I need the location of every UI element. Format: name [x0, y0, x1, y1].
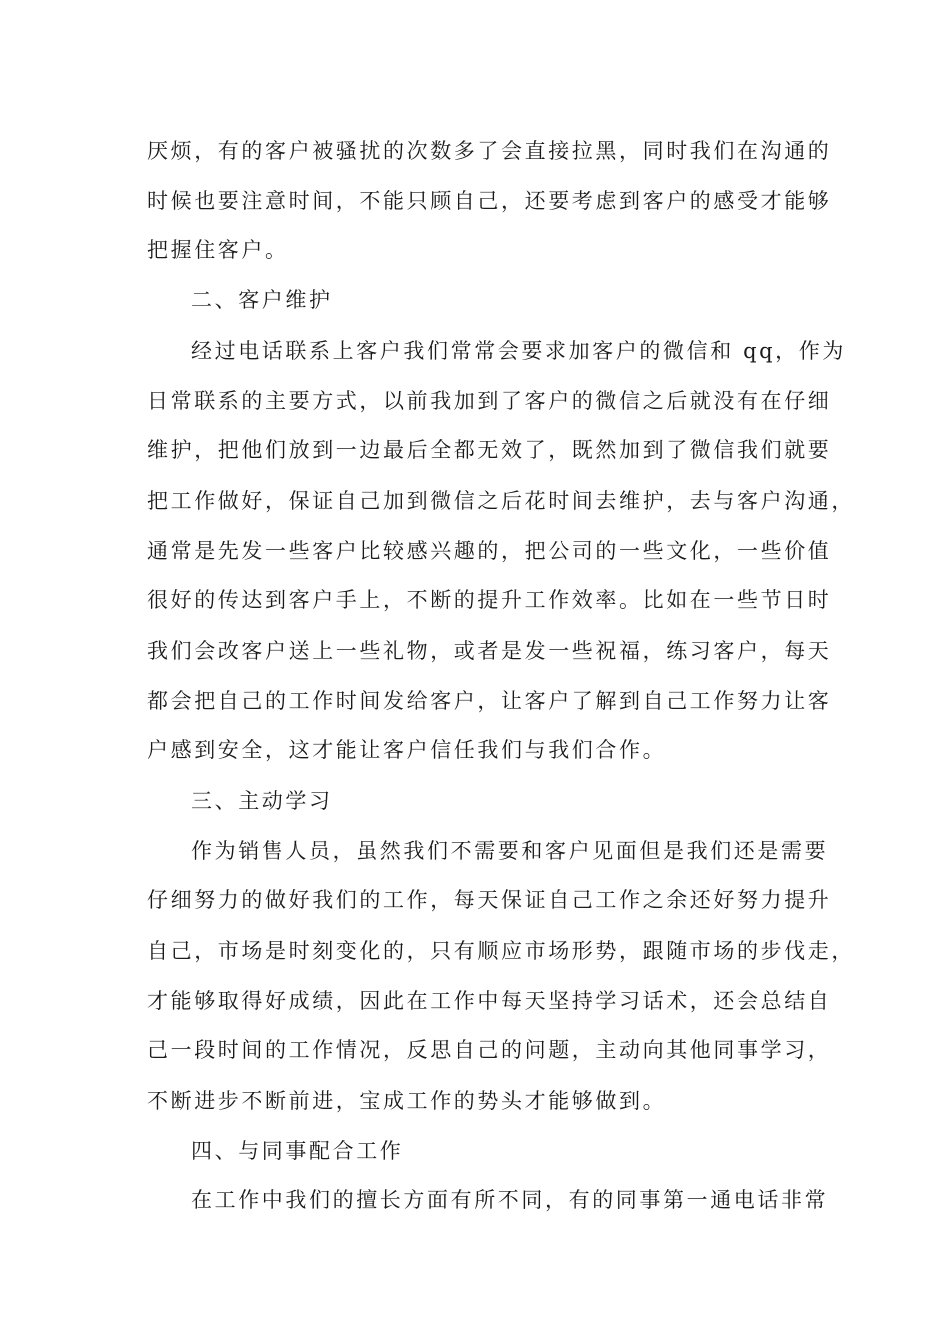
paragraph-line: 把握住客户。 — [147, 238, 289, 262]
section-heading: 三、主动学习 — [191, 789, 333, 813]
paragraph-line: 在工作中我们的擅长方面有所不同，有的同事第一通电话非常 — [191, 1188, 829, 1212]
paragraph-line: 才能够取得好成绩，因此在工作中每天坚持学习话术，还会总结自 — [147, 989, 832, 1013]
paragraph-line: 不断进步不断前进，宝成工作的势头才能够做到。 — [147, 1089, 667, 1113]
paragraph-line: 厌烦，有的客户被骚扰的次数多了会直接拉黑，同时我们在沟通的 — [147, 139, 832, 163]
paragraph-line: 维护，把他们放到一边最后全都无效了，既然加到了微信我们就要 — [147, 438, 832, 462]
paragraph-line: 通常是先发一些客户比较感兴趣的，把公司的一些文化，一些价值 — [147, 539, 832, 563]
paragraph-line: 都会把自己的工作时间发给客户，让客户了解到自己工作努力让客 — [147, 689, 832, 713]
paragraph-line: 把工作做好，保证自己加到微信之后花时间去维护，去与客户沟通， — [147, 489, 855, 513]
paragraph-line: 户感到安全，这才能让客户信任我们与我们合作。 — [147, 738, 667, 762]
paragraph-line: 很好的传达到客户手上，不断的提升工作效率。比如在一些节日时 — [147, 588, 832, 612]
paragraph-line: 日常联系的主要方式，以前我加到了客户的微信之后就没有在仔细 — [147, 389, 832, 413]
paragraph-line: 己一段时间的工作情况，反思自己的问题，主动向其他同事学习， — [147, 1038, 832, 1062]
paragraph-line: 仔细努力的做好我们的工作，每天保证自己工作之余还好努力提升 — [147, 888, 832, 912]
paragraph-line: 我们会改客户送上一些礼物，或者是发一些祝福，练习客户，每天 — [147, 639, 832, 663]
paragraph-line: 经过电话联系上客户我们常常会要求加客户的微信和 qq，作为 — [191, 339, 846, 363]
section-heading: 二、客户维护 — [191, 288, 333, 312]
paragraph-line: 自己，市场是时刻变化的，只有顺应市场形势，跟随市场的步伐走， — [147, 939, 855, 963]
section-heading: 四、与同事配合工作 — [191, 1139, 404, 1163]
paragraph-line: 时候也要注意时间，不能只顾自己，还要考虑到客户的感受才能够 — [147, 189, 832, 213]
paragraph-line: 作为销售人员，虽然我们不需要和客户见面但是我们还是需要 — [191, 839, 829, 863]
